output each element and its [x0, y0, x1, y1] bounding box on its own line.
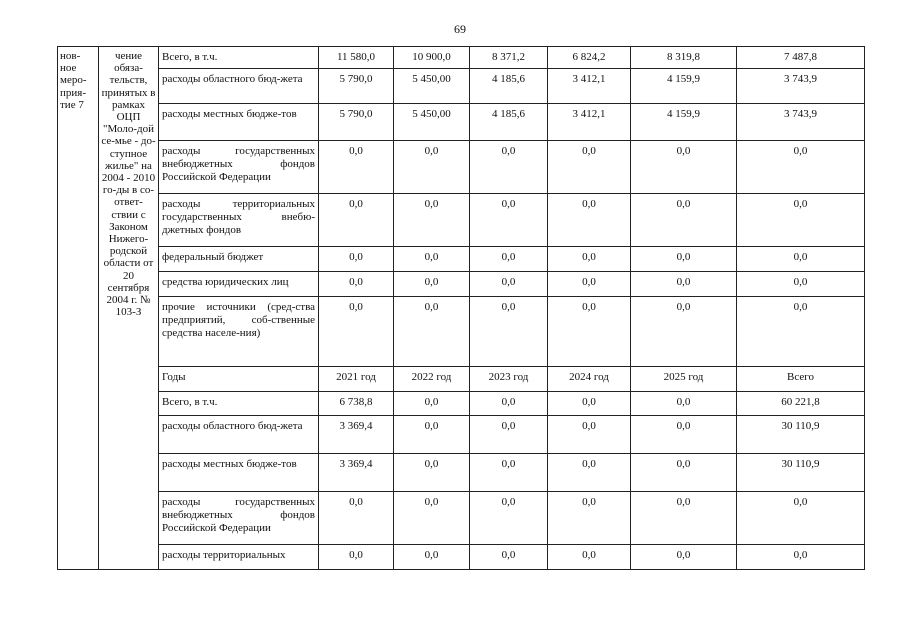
funding-source-label: расходы территориальных	[159, 545, 319, 570]
value-cell: 4 185,6	[470, 69, 548, 104]
value-cell: 0,0	[737, 297, 865, 367]
table-row	[58, 104, 865, 141]
funding-source-label: средства юридических лиц	[159, 272, 319, 297]
value-cell: 0,0	[548, 392, 631, 416]
table-row	[58, 247, 865, 272]
value-cell: 6 738,8	[319, 392, 394, 416]
value-cell: 0,0	[631, 416, 737, 454]
value-cell: 8 371,2	[470, 47, 548, 69]
value-cell: 11 580,0	[319, 47, 394, 69]
table-row	[58, 272, 865, 297]
value-cell: 2021 год	[319, 367, 394, 392]
value-cell: 0,0	[548, 297, 631, 367]
budget-table	[57, 46, 865, 570]
funding-source-label: федеральный бюджет	[159, 247, 319, 272]
value-cell: 0,0	[737, 492, 865, 545]
table-row	[58, 367, 865, 392]
value-cell: 30 110,9	[737, 454, 865, 492]
value-cell: 3 369,4	[319, 454, 394, 492]
value-cell: 0,0	[631, 297, 737, 367]
value-cell: 0,0	[319, 272, 394, 297]
value-cell: 3 412,1	[548, 104, 631, 141]
value-cell: 0,0	[394, 247, 470, 272]
value-cell: 0,0	[470, 297, 548, 367]
funding-source-label: расходы территориальных государственных внебю-джетных фондов	[159, 194, 319, 247]
value-cell: 0,0	[631, 392, 737, 416]
value-cell: 0,0	[631, 247, 737, 272]
value-cell: 2024 год	[548, 367, 631, 392]
value-cell: 5 790,0	[319, 104, 394, 141]
funding-source-label: Всего, в т.ч.	[159, 392, 319, 416]
page-number: 69	[454, 22, 466, 36]
value-cell: 4 159,9	[631, 69, 737, 104]
value-cell: 0,0	[470, 247, 548, 272]
value-cell: 0,0	[394, 272, 470, 297]
funding-source-label: расходы местных бюдже-тов	[159, 454, 319, 492]
value-cell: 0,0	[394, 297, 470, 367]
value-cell: 0,0	[394, 416, 470, 454]
funding-source-label: прочие источники (сред-ства предприятий, соб-ственные средства населе-ния)	[159, 297, 319, 367]
value-cell: 3 412,1	[548, 69, 631, 104]
value-cell: 0,0	[548, 141, 631, 194]
funding-source-label: расходы государственных внебюджетных фондов Российской Федерации	[159, 141, 319, 194]
value-cell: 5 450,00	[394, 104, 470, 141]
funding-source-label: расходы областного бюд-жета	[159, 69, 319, 104]
table-row	[58, 545, 865, 570]
value-cell: 3 743,9	[737, 69, 865, 104]
value-cell: 0,0	[319, 492, 394, 545]
value-cell: 0,0	[319, 141, 394, 194]
value-cell: 0,0	[470, 272, 548, 297]
table-row	[58, 297, 865, 367]
table-row	[58, 454, 865, 492]
value-cell: 7 487,8	[737, 47, 865, 69]
value-cell: 0,0	[470, 492, 548, 545]
value-cell: 2022 год	[394, 367, 470, 392]
value-cell: 0,0	[548, 545, 631, 570]
table-row	[58, 416, 865, 454]
funding-source-label: Годы	[159, 367, 319, 392]
value-cell: Всего	[737, 367, 865, 392]
value-cell: 0,0	[631, 194, 737, 247]
measure-name-cell: нов-ное меро-прия-тие 7	[58, 47, 99, 570]
value-cell: 5 790,0	[319, 69, 394, 104]
value-cell: 0,0	[737, 247, 865, 272]
value-cell: 0,0	[394, 454, 470, 492]
value-cell: 60 221,8	[737, 392, 865, 416]
value-cell: 0,0	[394, 545, 470, 570]
value-cell: 0,0	[548, 247, 631, 272]
value-cell: 0,0	[470, 454, 548, 492]
value-cell: 10 900,0	[394, 47, 470, 69]
funding-source-label: расходы государственных внебюджетных фондов Российской Федерации	[159, 492, 319, 545]
value-cell: 0,0	[319, 194, 394, 247]
value-cell: 0,0	[737, 545, 865, 570]
value-cell: 0,0	[319, 297, 394, 367]
value-cell: 0,0	[470, 141, 548, 194]
value-cell: 0,0	[737, 272, 865, 297]
value-cell: 3 743,9	[737, 104, 865, 141]
value-cell: 0,0	[548, 194, 631, 247]
measure-description-cell: чение обяза-тельств, принятых в рамках ОЦП "Моло-дой се-мье - до-ступное жилье" на 2004 - 2010 го-ды в со-ответ-ствии с Законом Нижего-родской области от 20 сентября 2004 г. № 103-З	[99, 47, 159, 570]
table-row	[58, 47, 865, 69]
table-row	[58, 194, 865, 247]
value-cell: 0,0	[548, 272, 631, 297]
value-cell: 5 450,00	[394, 69, 470, 104]
funding-source-label: расходы областного бюд-жета	[159, 416, 319, 454]
funding-source-label: расходы местных бюдже-тов	[159, 104, 319, 141]
value-cell: 30 110,9	[737, 416, 865, 454]
value-cell: 0,0	[631, 272, 737, 297]
value-cell: 0,0	[737, 194, 865, 247]
table-row	[58, 492, 865, 545]
table-row	[58, 392, 865, 416]
value-cell: 0,0	[470, 545, 548, 570]
value-cell: 0,0	[631, 141, 737, 194]
value-cell: 6 824,2	[548, 47, 631, 69]
value-cell: 2025 год	[631, 367, 737, 392]
value-cell: 0,0	[319, 247, 394, 272]
value-cell: 0,0	[548, 492, 631, 545]
funding-source-label: Всего, в т.ч.	[159, 47, 319, 69]
value-cell: 0,0	[394, 492, 470, 545]
table-row	[58, 141, 865, 194]
value-cell: 0,0	[631, 492, 737, 545]
value-cell: 4 159,9	[631, 104, 737, 141]
value-cell: 2023 год	[470, 367, 548, 392]
value-cell: 0,0	[394, 392, 470, 416]
value-cell: 0,0	[394, 194, 470, 247]
value-cell: 0,0	[737, 141, 865, 194]
value-cell: 0,0	[631, 545, 737, 570]
value-cell: 0,0	[319, 545, 394, 570]
value-cell: 8 319,8	[631, 47, 737, 69]
value-cell: 0,0	[548, 416, 631, 454]
table-row	[58, 69, 865, 104]
table-body	[58, 47, 865, 570]
value-cell: 0,0	[631, 454, 737, 492]
value-cell: 0,0	[470, 392, 548, 416]
value-cell: 0,0	[548, 454, 631, 492]
value-cell: 3 369,4	[319, 416, 394, 454]
value-cell: 4 185,6	[470, 104, 548, 141]
value-cell: 0,0	[394, 141, 470, 194]
value-cell: 0,0	[470, 416, 548, 454]
value-cell: 0,0	[470, 194, 548, 247]
